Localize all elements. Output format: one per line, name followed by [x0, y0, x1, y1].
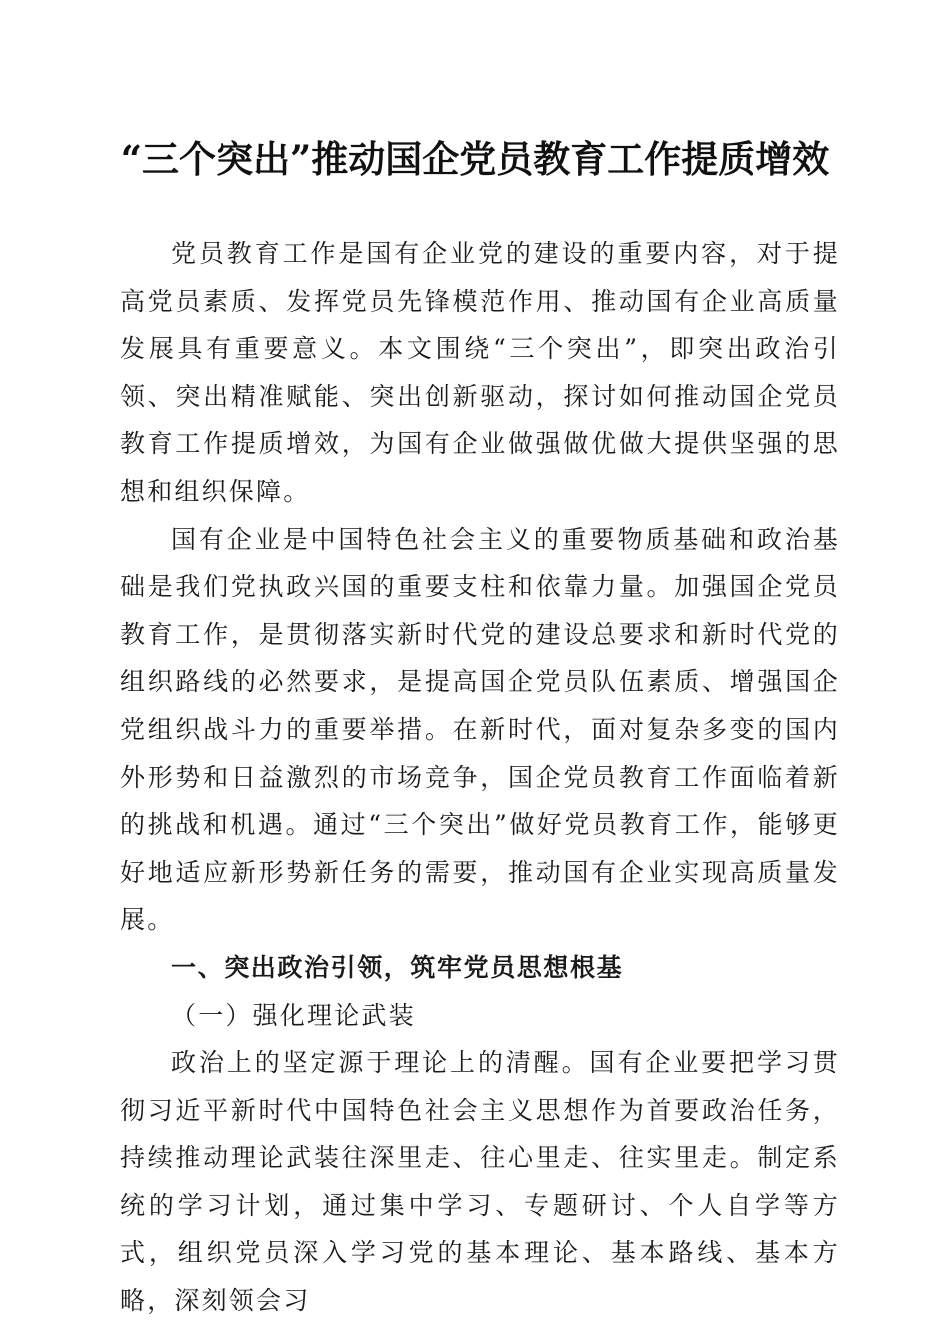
theory-paragraph: 政治上的坚定源于理论上的清醒。国有企业要把学习贯彻习近平新时代中国特色社会主义思想作为首要政治任务，持续推动理论武装往深里走、往心里走、往实里走。制定系统的学习计划，通过集中学习、专题研讨、个人自学等方式，组织党员深入学习党的基本理论、基本路线、基本方略，深刻领会习 [120, 1048, 840, 1316]
subsection-heading: （一）强化理论武装 [171, 1000, 416, 1030]
section-heading: 一、突出政治引领，筑牢党员思想根基 [171, 952, 624, 982]
background-paragraph: 国有企业是中国特色社会主义的重要物质基础和政治基础是我们党执政兴国的重要支柱和依靠力量。加强国企党员教育工作，是贯彻落实新时代党的建设总要求和新时代党的组织路线的必然要求，是提高国企党员队伍素质、增强国企党组织战斗力的重要举措。在新时代，面对复杂多变的国内外形势和日益激烈的市场竞争，国企党员教育工作面临着新的挑战和机遇。通过“三个突出”做好党员教育工作，能够更好地适应新形势新任务的需要，推动国有企业实现高质量发展。 [120, 524, 840, 935]
document-body [120, 230, 840, 1325]
intro-paragraph: 党员教育工作是国有企业党的建设的重要内容，对于提高党员素质、发挥党员先锋模范作用、推动国有企业高质量发展具有重要意义。本文围绕“三个突出”，即突出政治引领、突出精准赋能、突出创新驱动，探讨如何推动国企党员教育工作提质增效，为国有企业做强做优做大提供坚强的思想和组织保障。 [120, 239, 840, 506]
document-title: “三个突出”推动国企党员教育工作提质增效 [120, 137, 830, 181]
